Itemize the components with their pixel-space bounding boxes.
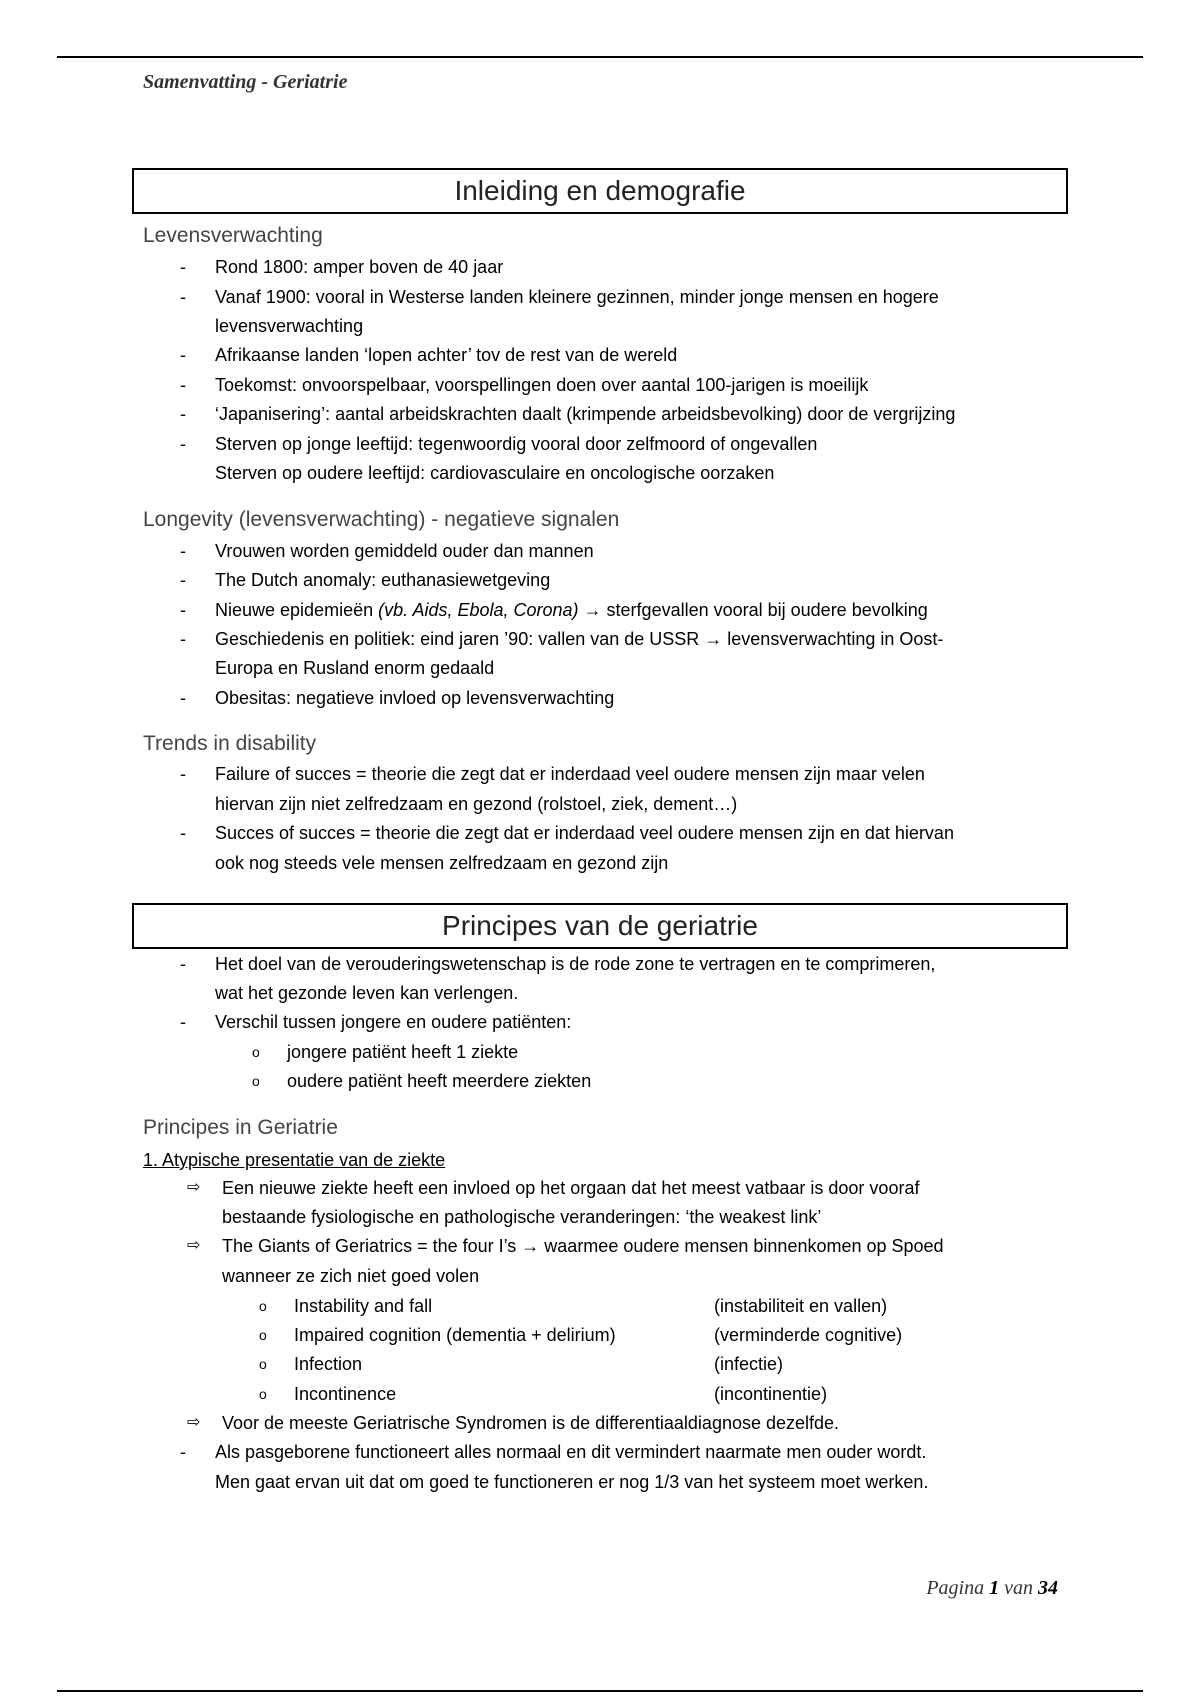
- circle-bullet: o: [252, 1073, 260, 1089]
- dash-bullet: -: [180, 688, 186, 708]
- dash-bullet: -: [180, 345, 186, 365]
- numbered-subheading: 1. Atypische presentatie van de ziekte: [143, 1150, 446, 1170]
- dash-bullet: -: [180, 570, 186, 590]
- subheading-levensverwachting: Levensverwachting: [143, 224, 323, 247]
- dash-bullet: -: [180, 764, 186, 784]
- circle-bullet: o: [259, 1327, 267, 1343]
- dash-bullet: -: [180, 1442, 186, 1462]
- subheading-trends: Trends in disability: [143, 732, 317, 755]
- arrow-bullet-icon: ⇨: [187, 1179, 201, 1196]
- circle-bullet: o: [252, 1044, 260, 1060]
- dash-bullet: -: [180, 629, 186, 649]
- arrow-bullet-icon: ⇨: [187, 1237, 201, 1254]
- page-number: Pagina 1 van 34: [926, 1577, 1058, 1599]
- header-rule: [57, 56, 1143, 58]
- circle-bullet: o: [259, 1356, 267, 1372]
- dash-bullet: -: [180, 541, 186, 561]
- subheading-principes: Principes in Geriatrie: [143, 1116, 338, 1139]
- subheading-longevity: Longevity (levensverwachting) - negatieve signalen: [143, 508, 620, 531]
- circle-bullet: o: [259, 1386, 267, 1402]
- dash-bullet: -: [180, 287, 186, 307]
- dash-bullet: -: [180, 434, 186, 454]
- dash-bullet: -: [180, 600, 186, 620]
- circle-bullet: o: [259, 1298, 267, 1314]
- dash-bullet: -: [180, 823, 186, 843]
- dash-bullet: -: [180, 954, 186, 974]
- section-title-principes: Principes van de geriatrie: [132, 903, 1068, 949]
- arrow-bullet-icon: ⇨: [187, 1414, 201, 1431]
- examples-italic: (vb. Aids, Ebola, Corona): [378, 600, 579, 620]
- section-title-inleiding: Inleiding en demografie: [132, 168, 1068, 214]
- dash-bullet: -: [180, 257, 186, 277]
- dash-bullet: -: [180, 404, 186, 424]
- footer-rule: [57, 1690, 1143, 1692]
- dash-bullet: -: [180, 375, 186, 395]
- dash-bullet: -: [180, 1012, 186, 1032]
- running-title: Samenvatting - Geriatrie: [143, 71, 348, 93]
